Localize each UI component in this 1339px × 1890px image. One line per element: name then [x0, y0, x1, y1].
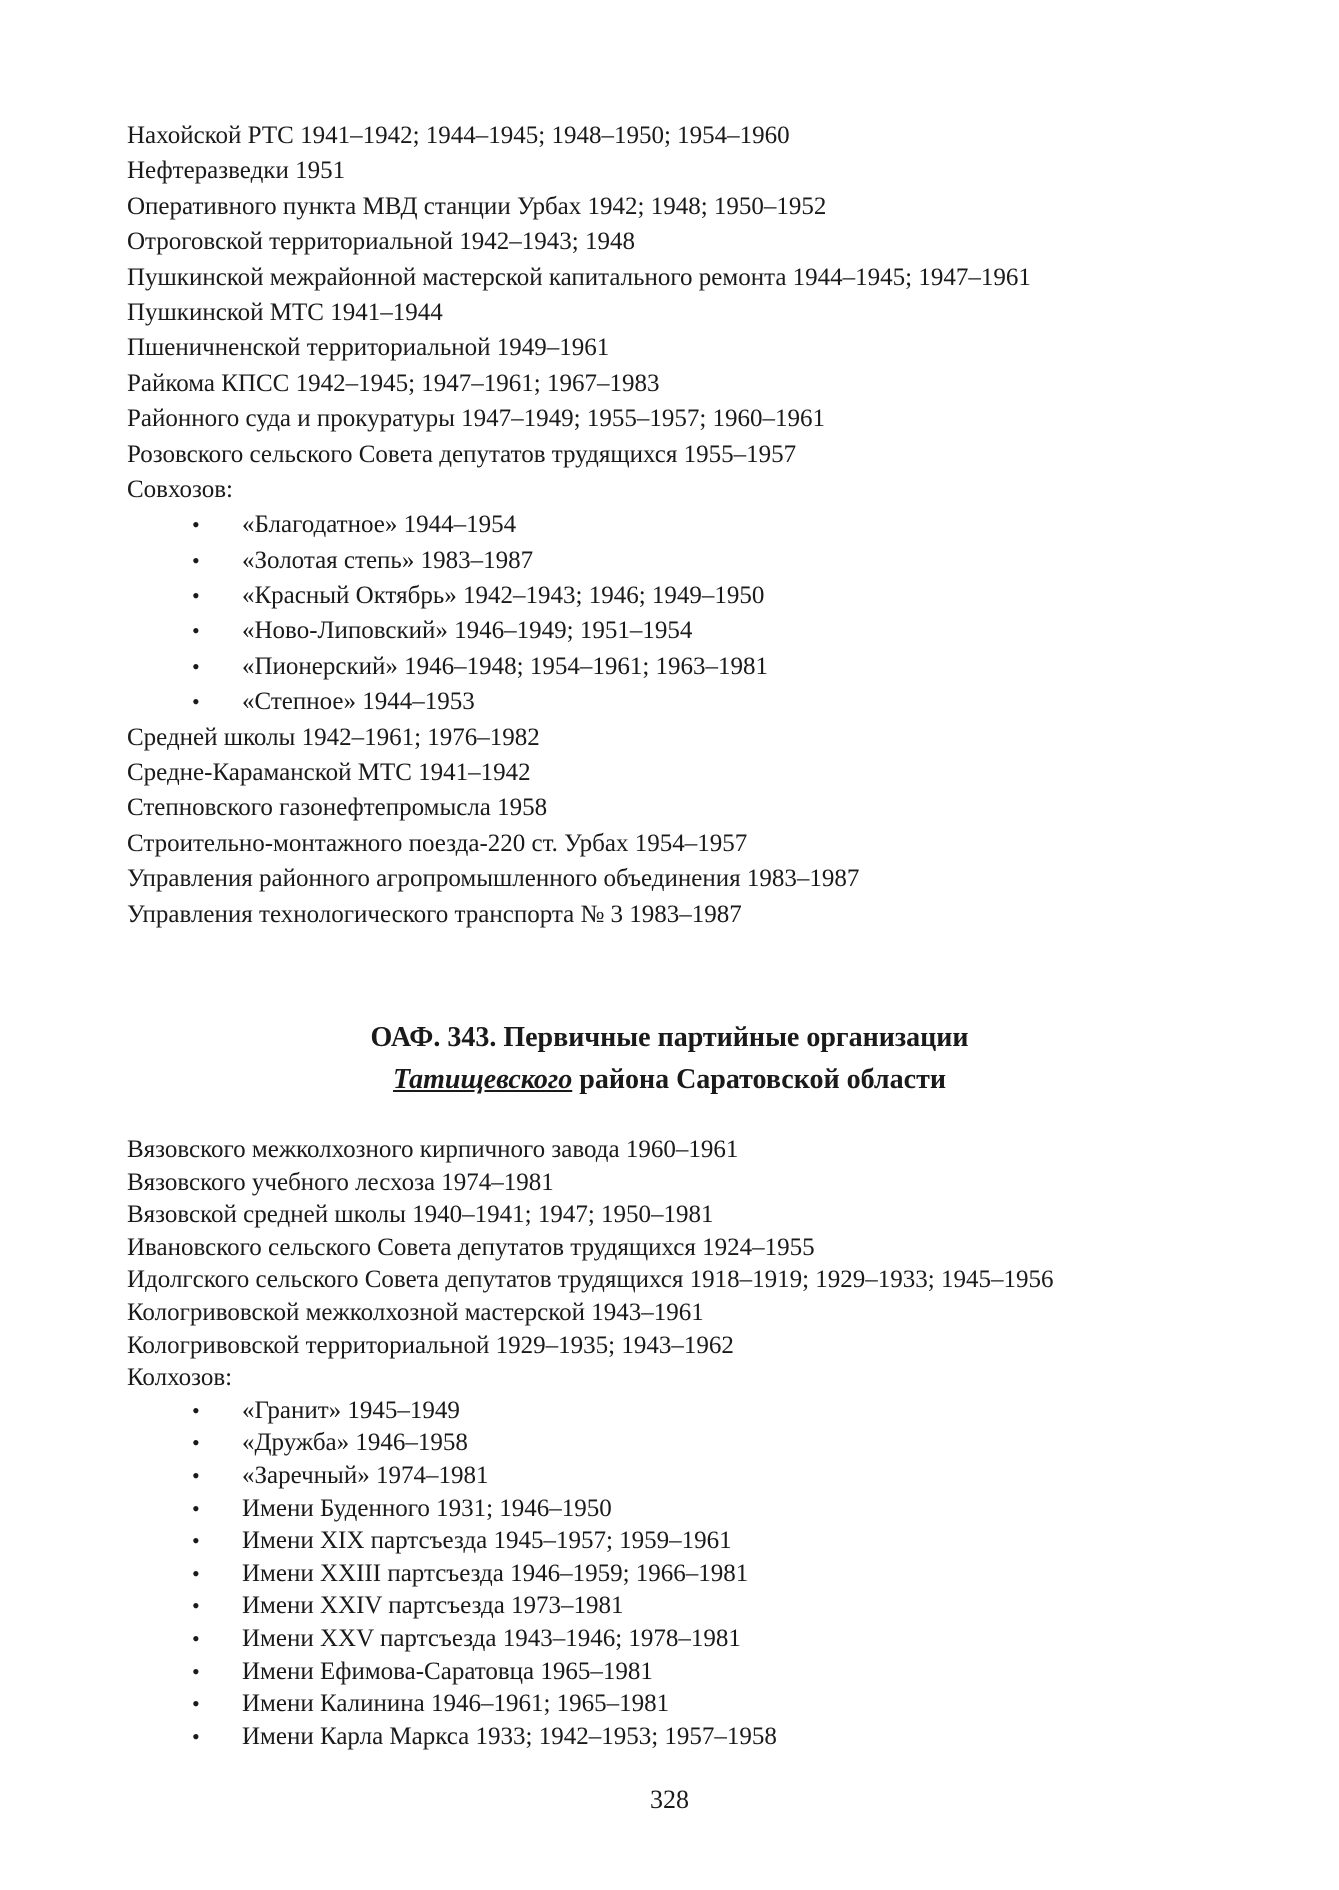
bullet-item	[127, 684, 1237, 719]
list-item: Розовского сельского Совета депутатов трудящихся 1955–1957	[127, 440, 797, 468]
list-item: Средне-Караманской МТС 1941–1942	[127, 759, 531, 787]
bullet-item	[127, 1590, 1237, 1623]
bullet-item-text: Имени XXIV партсъезда 1973–1981	[242, 1592, 624, 1620]
bullet-icon: •	[192, 583, 200, 609]
list-item: Кологривовской территориальной 1929–1935; 1943–1962	[127, 1331, 734, 1359]
bullet-item	[127, 507, 1237, 542]
list-item: Ивановского сельского Совета депутатов трудящихся 1924–1955	[127, 1233, 815, 1261]
bullet-icon: •	[192, 512, 200, 538]
bullet-item-text: «Золотая степь» 1983–1987	[242, 546, 534, 574]
bullet-item	[127, 1427, 1237, 1460]
page-number: 328	[650, 1785, 689, 1814]
list-item: Вязовского межколхозного кирпичного завода 1960–1961	[127, 1136, 739, 1163]
list-subheading: Колхозов:	[127, 1364, 233, 1392]
bullet-icon: •	[192, 1495, 200, 1521]
list-item: Пшеничненской территориальной 1949–1961	[127, 334, 610, 362]
bullet-item-text: «Дружба» 1946–1958	[242, 1429, 468, 1457]
bullet-item	[127, 543, 1237, 578]
bullet-icon: •	[192, 1691, 200, 1717]
bullet-item-text: Имени Ефимова-Саратовца 1965–1981	[242, 1657, 653, 1685]
list-item: Управления технологического транспорта № 3 1983–1987	[127, 900, 742, 928]
archive-list-top	[127, 118, 1237, 932]
bullet-item-text: Имени Калинина 1946–1961; 1965–1981	[242, 1690, 670, 1718]
district-name: Татищевского	[393, 1064, 573, 1095]
bullet-item	[127, 1460, 1237, 1493]
list-item: Управления районного агропромышленного объединения 1983–1987	[127, 865, 860, 893]
bullet-item	[127, 1493, 1237, 1526]
bullet-item-text: Имени Карла Маркса 1933; 1942–1953; 1957–1958	[242, 1722, 777, 1750]
list-item: Пушкинской межрайонной мастерской капитального ремонта 1944–1945; 1947–1961	[127, 263, 1031, 291]
bullet-item-text: «Ново-Липовский» 1946–1949; 1951–1954	[242, 617, 693, 645]
list-item: Нахойской РТС 1941–1942; 1944–1945; 1948–1950; 1954–1960	[127, 122, 790, 149]
bullet-item-text: Имени XIX партсъезда 1945–1957; 1959–1961	[242, 1527, 732, 1555]
list-item: Средней школы 1942–1961; 1976–1982	[127, 723, 540, 751]
bullet-item	[127, 1395, 1237, 1428]
bullet-item	[127, 613, 1237, 648]
bullet-icon: •	[192, 689, 200, 715]
bullet-item-text: «Заречный» 1974–1981	[242, 1461, 489, 1489]
bullet-icon: •	[192, 653, 200, 679]
bullet-item-text: «Пионерский» 1946–1948; 1954–1961; 1963–1981	[242, 652, 769, 680]
bullet-icon: •	[192, 1528, 200, 1554]
bullet-icon: •	[192, 1430, 200, 1456]
bullet-icon: •	[192, 1723, 200, 1749]
bullet-icon: •	[192, 1397, 200, 1423]
bullet-icon: •	[192, 547, 200, 573]
list-item: Строительно-монтажного поезда-220 ст. Урбах 1954–1957	[127, 829, 748, 857]
bullet-item	[127, 1656, 1237, 1689]
bullet-icon: •	[192, 1658, 200, 1684]
bullet-item	[127, 1623, 1237, 1656]
bullet-icon: •	[192, 1593, 200, 1619]
list-item: Степновского газонефтепромысла 1958	[127, 794, 548, 822]
heading-rest: района Саратовской области	[572, 1064, 946, 1095]
section-heading-line1: ОАФ. 343. Первичные партийные организации	[370, 1022, 969, 1053]
list-item: Идолгского сельского Совета депутатов трудящихся 1918–1919; 1929–1933; 1945–1956	[127, 1266, 1054, 1294]
list-item: Пушкинской МТС 1941–1944	[127, 298, 443, 326]
bullet-item-text: Имени XXV партсъезда 1943–1946; 1978–1981	[242, 1624, 741, 1652]
bullet-item-text: «Степное» 1944–1953	[242, 688, 475, 716]
bullet-item-text: Имени XXIII партсъезда 1946–1959; 1966–1981	[242, 1559, 749, 1587]
list-item: Вязовской средней школы 1940–1941; 1947; 1950–1981	[127, 1201, 714, 1229]
bullet-icon: •	[192, 1462, 200, 1488]
list-item: Вязовского учебного лесхоза 1974–1981	[127, 1168, 554, 1196]
bullet-icon: •	[192, 618, 200, 644]
bullet-icon: •	[192, 1560, 200, 1586]
bullet-item	[127, 1525, 1237, 1558]
list-item: Райкома КПСС 1942–1945; 1947–1961; 1967–1983	[127, 369, 660, 397]
bullet-item-text: «Красный Октябрь» 1942–1943; 1946; 1949–1950	[242, 582, 765, 610]
bullet-item	[127, 578, 1237, 613]
bullet-item-text: «Гранит» 1945–1949	[242, 1396, 460, 1424]
list-item: Отроговской территориальной 1942–1943; 1948	[127, 228, 635, 256]
bullet-item-text: Имени Буденного 1931; 1946–1950	[242, 1494, 612, 1522]
list-item: Нефтеразведки 1951	[127, 157, 346, 185]
archive-list-section2	[127, 1134, 1237, 1753]
bullet-item	[127, 1688, 1237, 1721]
bullet-item	[127, 649, 1237, 684]
list-item: Районного суда и прокуратуры 1947–1949; 1955–1957; 1960–1961	[127, 405, 826, 433]
section-heading-line2	[0, 1059, 1339, 1101]
list-item: Оперативного пункта МВД станции Урбах 1942; 1948; 1950–1952	[127, 192, 827, 220]
bullet-item	[127, 1721, 1237, 1754]
bullet-icon: •	[192, 1625, 200, 1651]
bullet-item	[127, 1558, 1237, 1591]
bullet-item-text: «Благодатное» 1944–1954	[242, 511, 517, 539]
list-item: Кологривовской межколхозной мастерской 1943–1961	[127, 1298, 704, 1326]
list-subheading: Совхозов:	[127, 475, 234, 503]
